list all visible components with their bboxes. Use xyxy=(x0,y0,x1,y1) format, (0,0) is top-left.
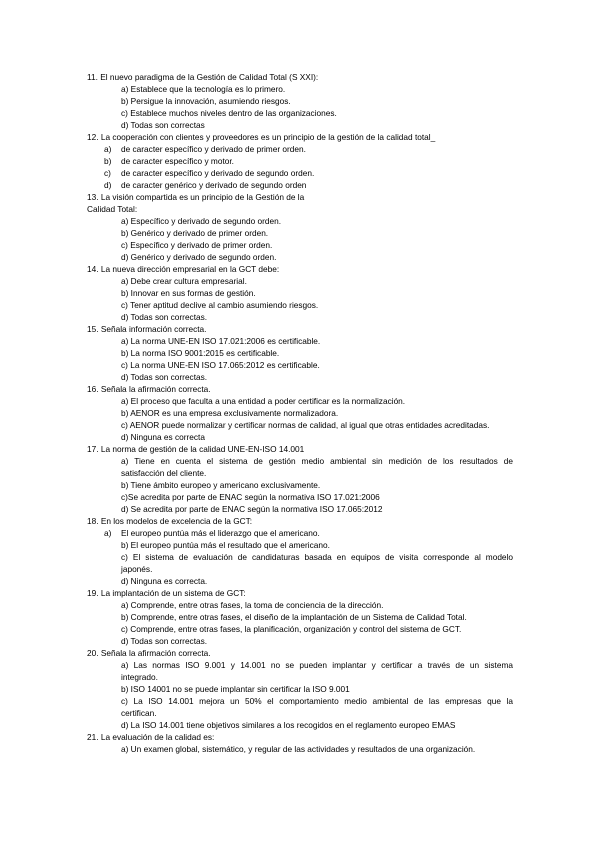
question-12-stem: 12. La cooperación con clientes y proveedores es un principio de la gestión de la calidad total_ xyxy=(87,132,436,142)
question-12-option-c-label: c) xyxy=(104,168,111,178)
question-12-option-d-text: de caracter genérico y derivado de segundo orden xyxy=(121,180,307,190)
question-17-option-b: b) Tiene ámbito europeo y americano exclusivamente. xyxy=(121,480,321,490)
question-12-option-c-text: de caracter específico y derivado de segundo orden. xyxy=(121,168,315,178)
question-18-option-d: d) Ninguna es correcta. xyxy=(121,576,208,586)
question-16-option-a: a) El proceso que faculta a una entidad a poder certificar es la normalización. xyxy=(121,396,406,406)
question-18-option-c-line-1: c) El sistema de evaluación de candidaturas basada en equipos de visita corresponde al modelo xyxy=(121,552,513,562)
question-15-stem: 15. Señala información correcta. xyxy=(87,324,207,334)
question-16-option-c: c) AENOR puede normalizar y certificar normas de calidad, al igual que otras entidades acreditadas. xyxy=(121,420,490,430)
question-12-option-b-text: de caracter específico y motor. xyxy=(121,156,234,166)
question-14-option-a: a) Debe crear cultura empresarial. xyxy=(121,276,247,286)
question-18-option-a-label: a) xyxy=(104,528,112,538)
question-13-option-b: b) Genérico y derivado de primer orden. xyxy=(121,228,269,238)
question-17-option-a-line-1: a) Tiene en cuenta el sistema de gestión medio ambiental sin medición de los resultados de xyxy=(121,456,513,466)
question-14-stem: 14. La nueva dirección empresarial en la GCT debe: xyxy=(87,264,280,274)
question-18-option-a-text: El europeo puntúa más el liderazgo que el americano. xyxy=(121,528,320,538)
question-12-option-a-label: a) xyxy=(104,144,112,154)
question-20-option-c-line-2: certifican. xyxy=(121,708,157,718)
question-14-option-b: b) Innovar en sus formas de gestión. xyxy=(121,288,256,298)
question-13-option-a: a) Específico y derivado de segundo orden. xyxy=(121,216,282,226)
question-13-option-c: c) Específico y derivado de primer orden. xyxy=(121,240,273,250)
question-15-option-a: a) La norma UNE-EN ISO 17.021:2006 es certificable. xyxy=(121,336,321,346)
question-13-stem-line-1: 13. La visión compartida es un principio de la Gestión de la xyxy=(87,192,305,202)
question-13-stem-line-2: Calidad Total: xyxy=(87,204,138,214)
question-19-option-b: b) Comprende, entre otras fases, el diseño de la implantación de un Sistema de Calidad Total. xyxy=(121,612,467,622)
question-19-option-c: c) Comprende, entre otras fases, la planificación, organización y control del sistema de GCT. xyxy=(121,624,462,634)
question-11-option-a: a) Establece que la tecnología es lo primero. xyxy=(121,84,286,94)
question-20-option-b: b) ISO 14001 no se puede implantar sin certificar la ISO 9.001 xyxy=(121,684,350,694)
question-20-option-a-line-2: integrado. xyxy=(121,672,158,682)
question-18-option-c-line-2: japonés. xyxy=(121,564,153,574)
question-11-option-c: c) Establece muchos niveles dentro de las organizaciones. xyxy=(121,108,337,118)
question-17-option-a-line-2: satisfacción del cliente. xyxy=(121,468,207,478)
question-21-option-a: a) Un examen global, sistemático, y regular de las actividades y resultados de una organización. xyxy=(121,744,476,754)
question-20-option-a-line-1: a) Las normas ISO 9.001 y 14.001 no se pueden implantar y certificar a través de un sistema xyxy=(121,660,513,670)
question-19-stem: 19. La implantación de un sistema de GCT: xyxy=(87,588,246,598)
question-19-option-d: d) Todas son correctas. xyxy=(121,636,208,646)
question-15-option-c: c) La norma UNE-EN ISO 17.065:2012 es certificable. xyxy=(121,360,320,370)
question-18-option-b: b) El europeo puntúa más el resultado que el americano. xyxy=(121,540,330,550)
question-15-option-d: d) Todas son correctas. xyxy=(121,372,208,382)
question-20-option-c-line-1: c) La ISO 14.001 mejora un 50% el comportamiento medio ambiental de las empresas que la xyxy=(121,696,513,706)
question-20-stem: 20. Señala la afirmación correcta. xyxy=(87,648,211,658)
question-13-option-d: d) Genérico y derivado de segundo orden. xyxy=(121,252,277,262)
question-11-option-d: d) Todas son correctas xyxy=(121,120,205,130)
question-12-option-b-label: b) xyxy=(104,156,112,166)
question-12-option-a-text: de caracter específico y derivado de primer orden. xyxy=(121,144,306,154)
question-17-option-c: c)Se acredita por parte de ENAC según la normativa ISO 17.021:2006 xyxy=(121,492,380,502)
question-17-stem: 17. La norma de gestión de la calidad UNE-EN-ISO 14.001 xyxy=(87,444,305,454)
question-11-stem: 11. El nuevo paradigma de la Gestión de Calidad Total (S XXI): xyxy=(87,72,319,82)
question-16-option-b: b) AENOR es una empresa exclusivamente normalizadora. xyxy=(121,408,339,418)
question-20-option-d: d) La ISO 14.001 tiene objetivos similares a los recogidos en el reglamento europeo EMAS xyxy=(121,720,456,730)
question-21-stem: 21. La evaluación de la calidad es: xyxy=(87,732,215,742)
question-11-option-b: b) Persigue la innovación, asumiendo riesgos. xyxy=(121,96,291,106)
question-12-option-d-label: d) xyxy=(104,180,112,190)
question-19-option-a: a) Comprende, entre otras fases, la toma de conciencia de la dirección. xyxy=(121,600,384,610)
question-18-stem: 18. En los modelos de excelencia de la GCT: xyxy=(87,516,253,526)
question-15-option-b: b) La norma ISO 9001:2015 es certificable. xyxy=(121,348,280,358)
question-16-option-d: d) Ninguna es correcta xyxy=(121,432,205,442)
question-14-option-d: d) Todas son correctas. xyxy=(121,312,208,322)
question-17-option-d: d) Se acredita por parte de ENAC según la normativa ISO 17.065:2012 xyxy=(121,504,383,514)
question-14-option-c: c) Tener aptitud declive al cambio asumiendo riesgos. xyxy=(121,300,319,310)
question-16-stem: 16. Señala la afirmación correcta. xyxy=(87,384,211,394)
